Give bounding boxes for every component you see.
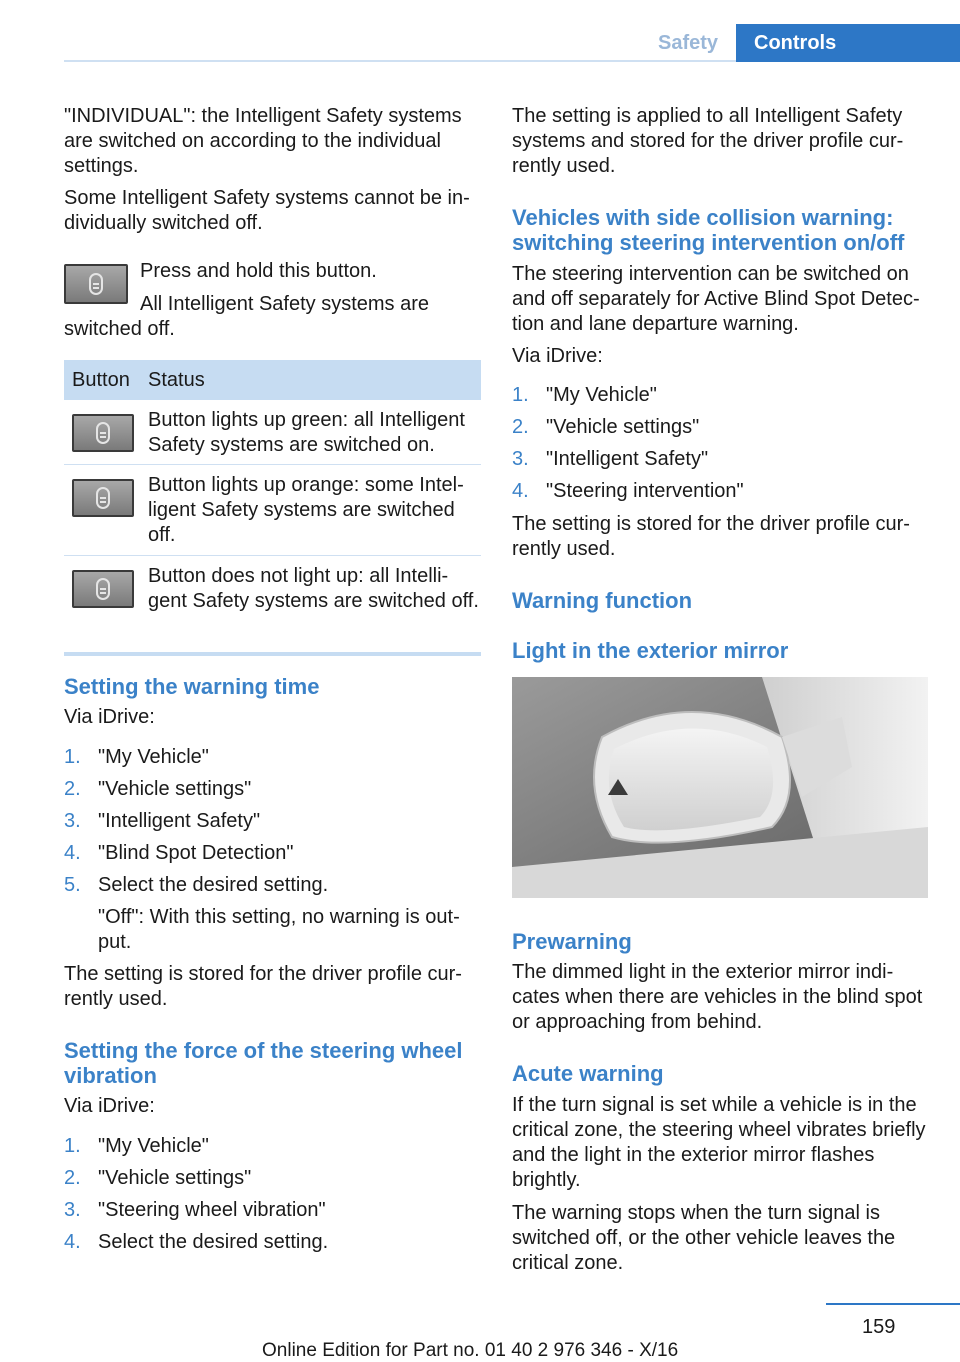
safety-button-image xyxy=(72,570,134,608)
list-item: 1. "My Vehicle" xyxy=(512,384,657,406)
list-item: 4. "Blind Spot Detection" xyxy=(64,842,294,864)
step5-note: "Off": With this setting, no warning is out-put. xyxy=(98,906,460,953)
header-tab-safety[interactable]: Safety xyxy=(657,32,719,54)
exterior-mirror-illustration xyxy=(512,677,928,898)
list-item: 2. "Vehicle settings" xyxy=(64,778,252,800)
side-collision-heading: Vehicles with side collision warning: switching steering intervention on/off xyxy=(512,205,905,255)
list-item: 2. "Vehicle settings" xyxy=(512,416,700,438)
safety-button-image xyxy=(72,414,134,452)
list-item: 1. "My Vehicle" xyxy=(64,1135,209,1157)
safety-button-image xyxy=(64,264,128,304)
vibration-via: Via iDrive: xyxy=(64,1095,155,1117)
safety-button-icon xyxy=(96,422,110,444)
safety-button-icon xyxy=(89,273,103,295)
list-item: 1. "My Vehicle" xyxy=(64,746,209,768)
table-header xyxy=(64,360,481,400)
table-cell-status: Button does not light up: all Intelli-gent Safety systems are switched off. xyxy=(148,565,479,612)
prewarning-text: The dimmed light in the exterior mirror indi-cates when there are vehicles in the blind spot or approaching from behind. xyxy=(512,961,923,1033)
table-header-button: Button xyxy=(72,369,130,391)
list-item: 3. "Intelligent Safety" xyxy=(512,448,709,470)
table-cell-status: Button lights up orange: some Intel-ligent Safety systems are switched off. xyxy=(148,474,464,546)
list-item: 5. Select the desired setting. xyxy=(64,874,329,896)
list-item: 4. Select the desired setting. xyxy=(64,1231,329,1253)
vibration-steps xyxy=(64,1134,484,1262)
table-cell-status: Button lights up green: all Intelligent Safety systems are switched on. xyxy=(148,409,465,456)
page-number: 159 xyxy=(862,1316,896,1338)
list-item: 4. "Steering intervention" xyxy=(512,480,744,502)
safety-button-image xyxy=(72,479,134,517)
list-item: 3. "Steering wheel vibration" xyxy=(64,1199,326,1221)
side-collision-steps xyxy=(512,383,932,511)
warning-function-heading: Warning function xyxy=(512,588,693,613)
table-header-status: Status xyxy=(148,369,205,391)
warning-time-steps xyxy=(64,745,484,905)
acute-warning-heading: Acute warning xyxy=(512,1061,664,1086)
warning-time-via: Via iDrive: xyxy=(64,706,155,728)
footer-rule xyxy=(826,1303,960,1305)
applied-paragraph: The setting is applied to all Intelligent Safety systems and stored for the driver profile cur-rently used. xyxy=(512,105,904,177)
exterior-mirror-image xyxy=(512,677,928,898)
table-row xyxy=(64,556,481,644)
vibration-heading: Setting the force of the steering wheel vibration xyxy=(64,1038,463,1088)
light-mirror-heading: Light in the exterior mirror xyxy=(512,638,789,663)
warning-time-heading: Setting the warning time xyxy=(64,674,320,699)
all-off-text: All Intelligent Safety systems are xyxy=(140,293,430,315)
warning-stop-text: The warning stops when the turn signal is switched off, or the other vehicle leaves the critical zone. xyxy=(512,1202,896,1274)
safety-button-icon xyxy=(96,578,110,600)
individual-note: Some Intelligent Safety systems cannot be in-dividually switched off. xyxy=(64,187,470,234)
header-tab-controls[interactable]: Controls xyxy=(736,24,960,62)
side-collision-stored: The setting is stored for the driver profile cur-rently used. xyxy=(512,513,910,560)
acute-warning-text: If the turn signal is set while a vehicle is in the critical zone, the steering wheel vibrates briefly and the light in the exterior mirror flashes brightly. xyxy=(512,1094,926,1191)
list-item: 2. "Vehicle settings" xyxy=(64,1167,252,1189)
all-off-text-cont: switched off. xyxy=(64,318,175,340)
press-hold-text: Press and hold this button. xyxy=(140,260,377,282)
side-collision-via: Via iDrive: xyxy=(512,345,603,367)
list-item: 3. "Intelligent Safety" xyxy=(64,810,261,832)
individual-paragraph: "INDIVIDUAL": the Intelligent Safety systems are switched on according to the individual settings. xyxy=(64,105,462,177)
prewarning-heading: Prewarning xyxy=(512,929,632,954)
safety-button-icon xyxy=(96,487,110,509)
table-row xyxy=(64,465,481,556)
warning-time-stored: The setting is stored for the driver profile cur-rently used. xyxy=(64,963,462,1010)
table-bottom-rule xyxy=(64,652,481,656)
table-row xyxy=(64,400,481,465)
button-status-table xyxy=(64,360,481,656)
side-collision-text: The steering intervention can be switched on and off separately for Active Blind Spot Detec-tion and lane departure warning. xyxy=(512,263,920,335)
edition-footer: Online Edition for Part no. 01 40 2 976 346 - X/16 xyxy=(262,1340,679,1361)
